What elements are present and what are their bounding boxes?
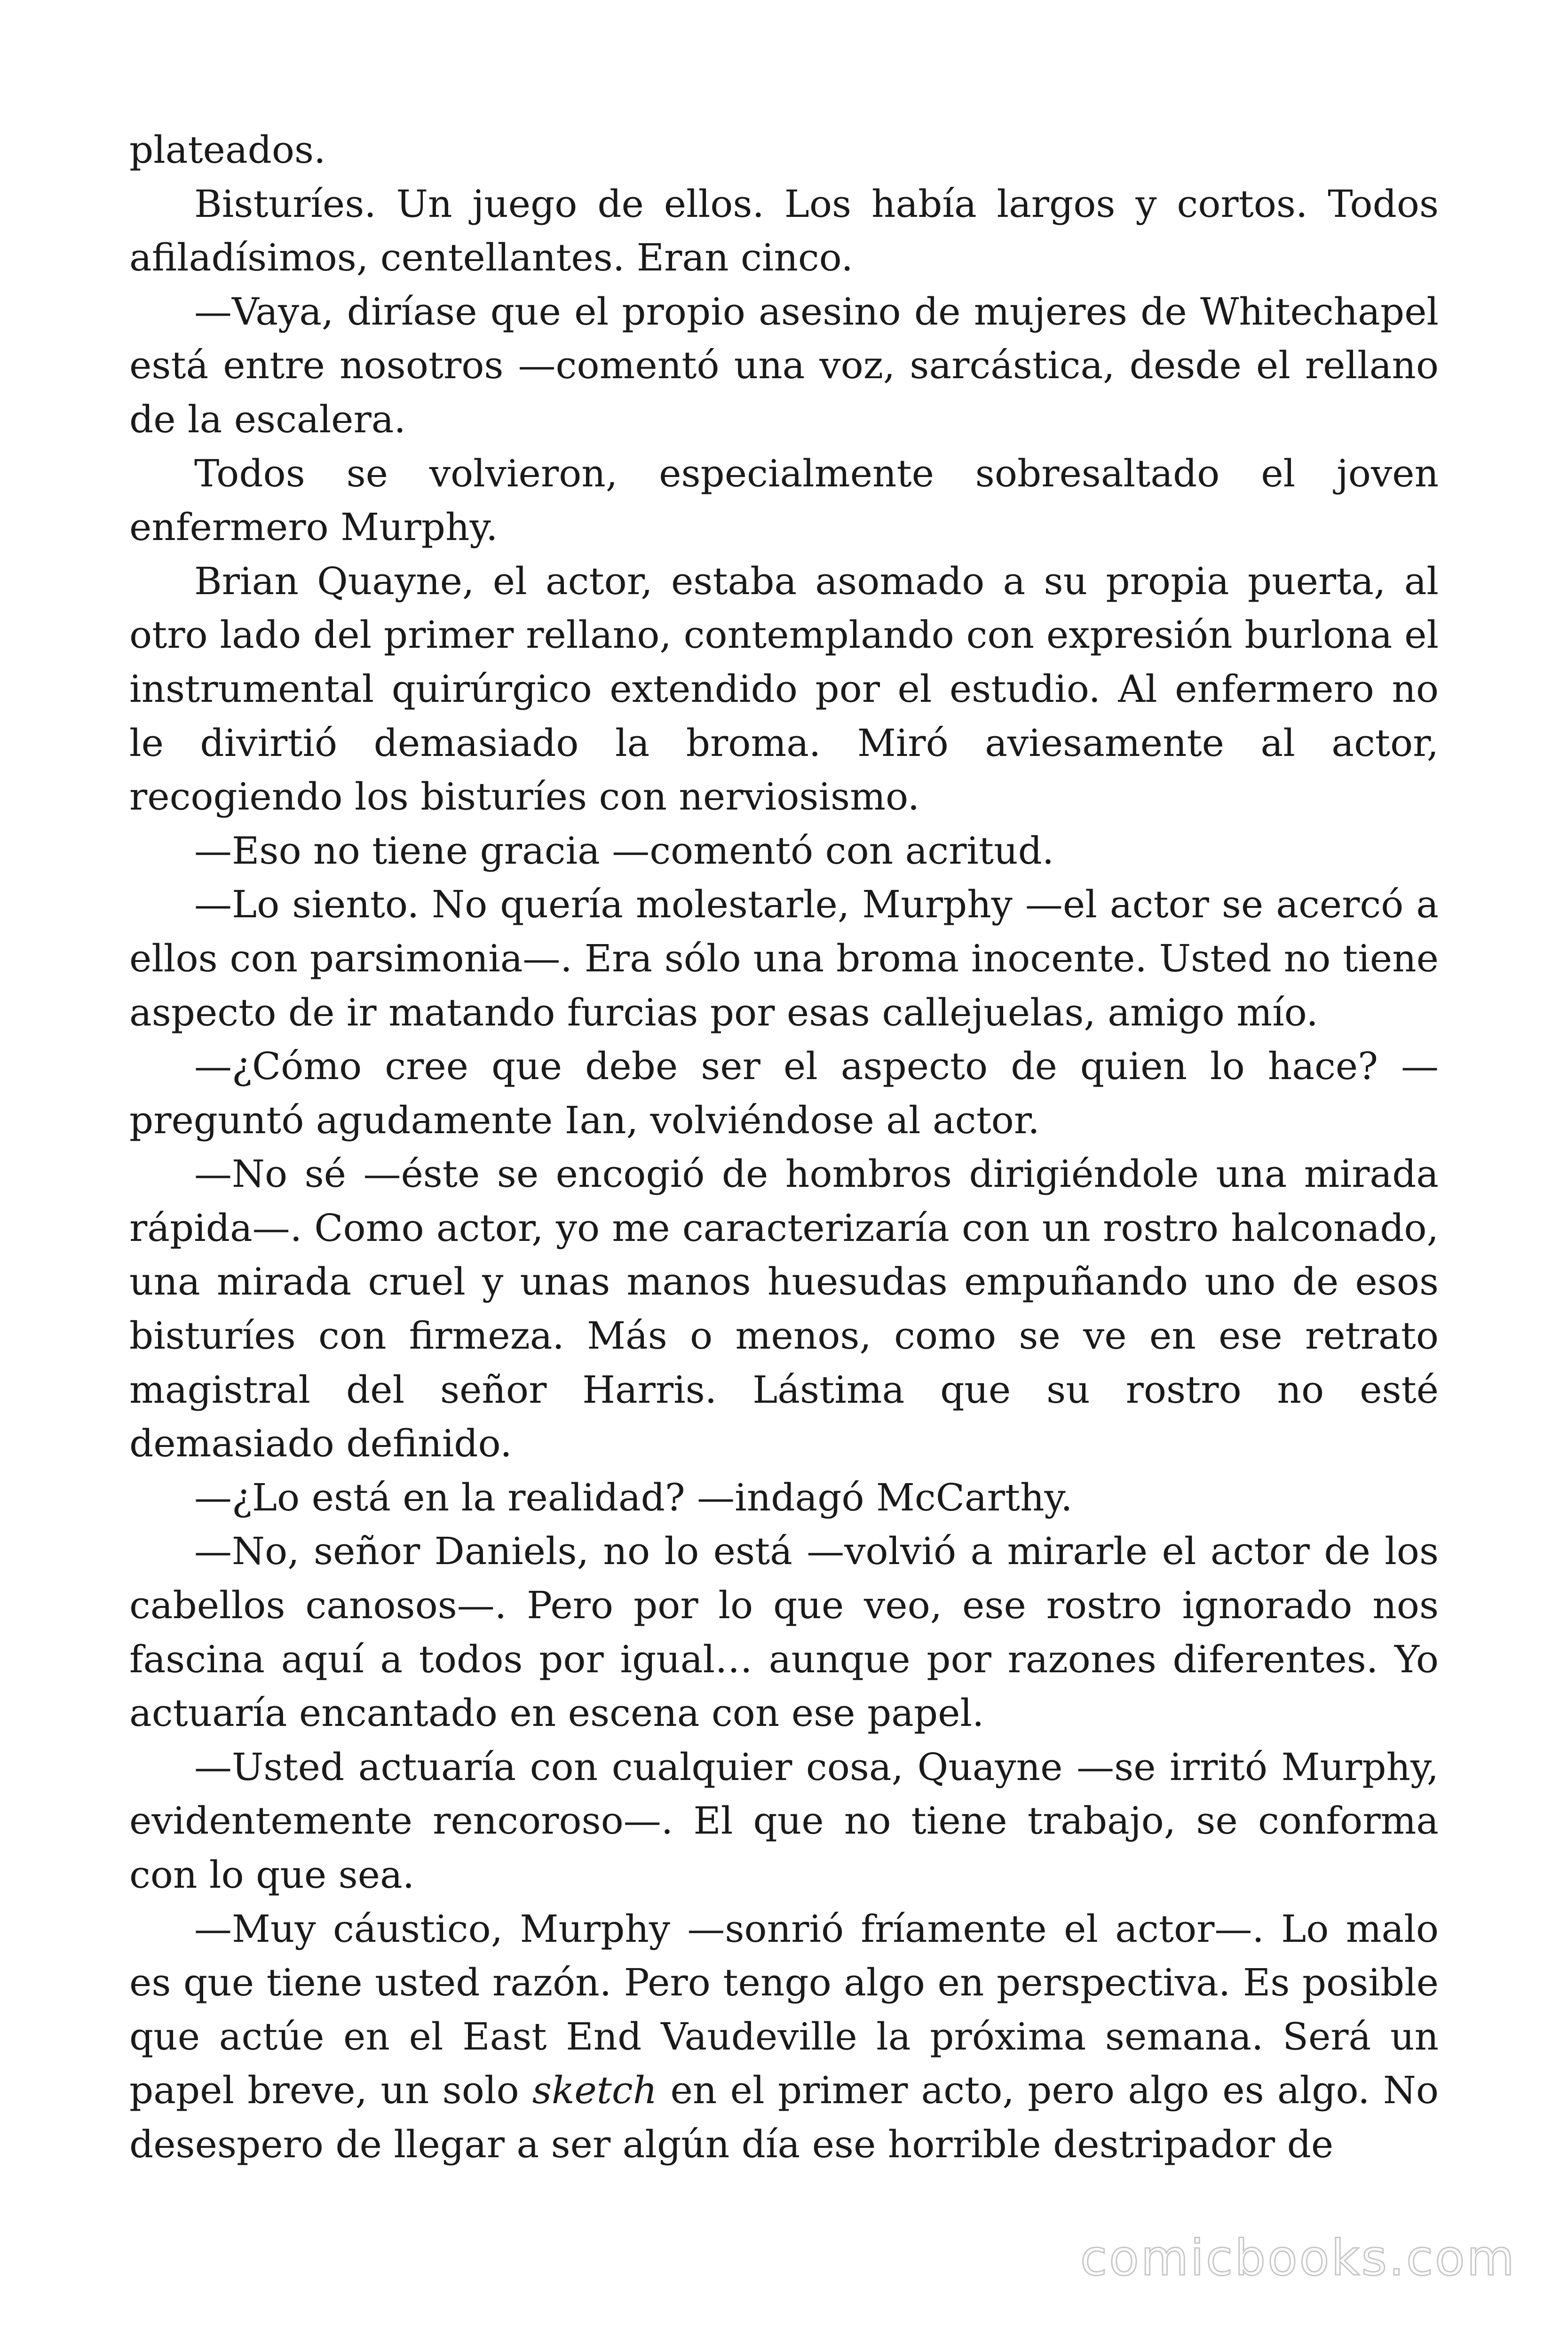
- paragraph-continued: plateados.: [129, 128, 326, 172]
- paragraph: —No, señor Daniels, no lo está —volvió a mirarle el actor de los cabellos canosos—. Pero por lo que veo, ese rostro ignorado nos fascina aquí a todos por igual… aunque por razones diferentes. Yo actuaría encantado en escena con ese papel.: [129, 1529, 1439, 1735]
- italic-word: sketch: [532, 2068, 657, 2113]
- paragraph: —Lo siento. No quería molestarle, Murphy —el actor se acercó a ellos con parsimonia—. Era sólo una broma inocente. Usted no tiene aspecto de ir matando furcias por esas callejuelas, amigo mío.: [129, 882, 1439, 1034]
- text-run: en el primer acto, pero algo es algo. No desespero de llegar a ser algún día ese horrible destripador de: [129, 2068, 1439, 2166]
- watermark: comicbooks.com: [1080, 2229, 1516, 2287]
- paragraph: —Eso no tiene gracia —comentó con acritud.: [194, 828, 1054, 873]
- page-body: [129, 123, 1439, 2172]
- paragraph: Brian Quayne, el actor, estaba asomado a su propia puerta, al otro lado del primer rellano, contemplando con expresión burlona el instrumental quirúrgico extendido por el estudio. Al enfermero no le divirtió demasiado la broma. Miró aviesamente al actor, recogiendo los bisturíes con nerviosismo.: [129, 559, 1439, 819]
- paragraph: —Vaya, diríase que el propio asesino de mujeres de Whitechapel está entre nosotros —comentó una voz, sarcástica, desde el rellano de la escalera.: [129, 289, 1439, 441]
- paragraph: Bisturíes. Un juego de ellos. Los había largos y cortos. Todos afiladísimos, centellantes. Eran cinco.: [129, 182, 1439, 280]
- text-run: —Muy cáustico, Murphy —sonrió fríamente el actor—. Lo malo es que tiene usted razón. Pero tengo algo en perspectiva. Es posible que actúe en el East End Vaudeville la próxima semana. Será un papel breve, un solo: [129, 1907, 1439, 2113]
- paragraph-last: [129, 1902, 1439, 2172]
- paragraph: —Usted actuaría con cualquier cosa, Quayne —se irritó Murphy, evidentemente rencoroso—. El que no tiene trabajo, se conforma con lo que sea.: [129, 1745, 1439, 1897]
- paragraph: —¿Cómo cree que debe ser el aspecto de quien lo hace? —preguntó agudamente Ian, volviéndose al actor.: [129, 1044, 1439, 1142]
- paragraph: —¿Lo está en la realidad? —indagó McCarthy.: [194, 1475, 1073, 1519]
- paragraph: —No sé —éste se encogió de hombros dirigiéndole una mirada rápida—. Como actor, yo me caracterizaría con un rostro halconado, una mirada cruel y unas manos huesudas empuñando uno de esos bisturíes con firmeza. Más o menos, como se ve en ese retrato magistral del señor Harris. Lástima que su rostro no esté demasiado definido.: [129, 1152, 1439, 1466]
- paragraph: Todos se volvieron, especialmente sobresaltado el joven enfermero Murphy.: [129, 451, 1439, 549]
